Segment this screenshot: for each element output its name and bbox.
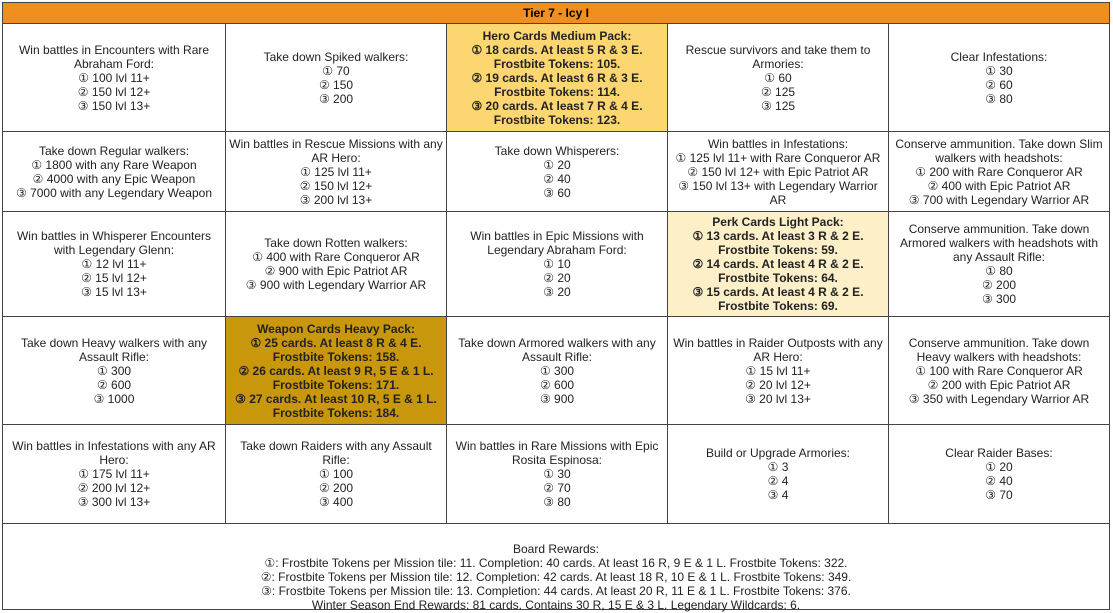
mission-tile xyxy=(3,317,226,425)
tile-line: ② 125 xyxy=(760,84,796,99)
tile-line: ③ 4 xyxy=(767,488,789,502)
tile-line: ③ 200 xyxy=(318,91,354,106)
tile-line: ③ 150 lvl 13+ xyxy=(77,98,151,113)
board-rewards-heading: Board Rewards: xyxy=(512,542,600,556)
tile-heading: Win battles in Epic Missions with xyxy=(470,229,644,243)
board-reward-line: Winter Season End Rewards: 81 cards. Contains 30 R, 15 E & 3 L. Legendary Wildcards: 6. xyxy=(311,598,801,612)
tile-line: ② 40 xyxy=(543,171,571,186)
tile-line: Assault Rifle: xyxy=(521,349,593,364)
tile-line: ① 200 with Rare Conqueror AR xyxy=(915,164,1083,179)
mission-tile xyxy=(226,24,447,132)
tile-line: ③ 200 lvl 13+ xyxy=(299,192,373,207)
tile-heading: Win battles in Rescue Missions with any xyxy=(229,136,443,151)
tile-line: ② 400 with Epic Patriot AR xyxy=(927,178,1071,193)
tile-line: ① 20 xyxy=(985,460,1013,474)
tile-line: ① 300 xyxy=(96,363,132,378)
tile-line: ② 4000 with any Epic Weapon xyxy=(32,171,196,186)
tile-heading: Perk Cards Light Pack: xyxy=(712,215,844,229)
mission-tile xyxy=(226,212,447,317)
tile-line: ③ 900 with Legendary Warrior AR xyxy=(245,278,427,292)
tile-line: Hero: xyxy=(99,453,129,467)
tile-heading: Rescue survivors and take them to xyxy=(685,42,871,57)
tile-line: ③ 20 lvl 13+ xyxy=(745,391,811,406)
tile-heading: Conserve ammunition. Take down xyxy=(908,222,1090,236)
tile-line: ① 100 lvl 11+ xyxy=(78,70,150,85)
tile-line: Rosita Espinosa: xyxy=(511,453,603,467)
tile-line: ③ 300 lvl 13+ xyxy=(77,495,151,509)
reward-pack-tile xyxy=(447,24,668,132)
tile-line: ① 100 xyxy=(318,467,354,481)
tile-line: ② 150 lvl 12+ xyxy=(299,178,373,193)
tile-line: ② 600 xyxy=(539,377,575,392)
tile-line: ① 13 cards. At least 3 R & 2 E. xyxy=(692,229,864,243)
board-rewards xyxy=(3,542,1109,612)
tile-line: with Legendary Glenn: xyxy=(53,243,175,257)
tile-line: ② 14 cards. At least 4 R & 2 E. xyxy=(692,257,864,271)
tile-line: ② 26 cards. At least 9 R, 5 E & 1 L. xyxy=(238,363,434,378)
tile-heading: Take down Rotten walkers: xyxy=(264,236,408,250)
tile-line: ① 60 xyxy=(764,70,792,85)
board-reward-line: ②: Frostbite Tokens per Mission tile: 12. Completion: 42 cards. At least 18 R, 10 E & 1 L. Frostbite Tokens: 349. xyxy=(260,570,852,584)
tile-line: ③ 7000 with any Legendary Weapon xyxy=(15,185,212,200)
tile-line: Frostbite Tokens: 158. xyxy=(272,349,400,364)
tile-line: Frostbite Tokens: 184. xyxy=(272,405,400,420)
tile-heading: Win battles in Infestations with any AR xyxy=(12,439,216,453)
mission-tile xyxy=(447,425,668,524)
tile-line: Frostbite Tokens: 171. xyxy=(272,377,400,392)
mission-tile xyxy=(668,317,889,425)
tile-heading: Win battles in Whisperer Encounters xyxy=(16,229,212,243)
tile-line: ② 200 xyxy=(981,278,1017,292)
board-reward-line: ③: Frostbite Tokens per Mission tile: 13. Completion: 44 cards. At least 20 R, 11 E & 1 L. Frostbite Tokens: 376. xyxy=(261,584,851,598)
tile-line: AR Hero: xyxy=(753,349,803,364)
tile-line: ② 15 lvl 12+ xyxy=(81,271,147,285)
tile-line: ② 900 with Epic Patriot AR xyxy=(264,264,408,278)
tile-line: ③ 300 xyxy=(981,292,1017,306)
tile-heading: Conserve ammunition. Take down xyxy=(908,335,1090,350)
mission-tile xyxy=(889,212,1109,317)
tile-line: ① 125 lvl 11+ xyxy=(300,164,372,179)
tile-heading: Take down Regular walkers: xyxy=(38,143,190,158)
mission-tile xyxy=(3,132,226,212)
mission-tile xyxy=(668,132,889,212)
tile-heading: Clear Raider Bases: xyxy=(945,446,1053,460)
tile-line: ③ 900 xyxy=(539,391,575,406)
tile-line: ② 60 xyxy=(985,77,1013,92)
tile-line: ① 125 lvl 11+ with Rare Conqueror AR xyxy=(675,150,881,165)
tile-line: ① 12 lvl 11+ xyxy=(81,257,147,271)
tile-line: Frostbite Tokens: 69. xyxy=(718,299,838,313)
tile-line: ② 150 lvl 12+ with Epic Patriot AR xyxy=(687,164,869,179)
tier-title: Tier 7 - Icy I xyxy=(3,3,1109,24)
tile-heading: Build or Upgrade Armories: xyxy=(705,446,851,460)
tile-line: ① 100 with Rare Conqueror AR xyxy=(915,363,1083,378)
tile-line: ① 20 xyxy=(543,157,571,172)
tile-line: ① 30 xyxy=(985,63,1013,78)
mission-grid xyxy=(3,24,1109,524)
mission-tile xyxy=(668,24,889,132)
tile-line: Frostbite Tokens: 114. xyxy=(494,84,620,99)
tile-line: ③ 1000 xyxy=(93,391,135,406)
tile-line: Frostbite Tokens: 105. xyxy=(493,56,621,71)
tile-line: ① 400 with Rare Conqueror AR xyxy=(252,250,420,264)
tile-line: ① 175 lvl 11+ xyxy=(78,467,150,481)
tile-line: ① 15 lvl 11+ xyxy=(745,363,811,378)
tile-line: Heavy walkers with headshots: xyxy=(916,349,1082,364)
tile-line: Frostbite Tokens: 123. xyxy=(493,112,621,127)
mission-tile xyxy=(889,317,1109,425)
tile-line: ③ 60 xyxy=(543,185,571,200)
tile-line: ① 80 xyxy=(985,264,1013,278)
tile-line: walkers with headshots: xyxy=(935,150,1063,165)
tile-line: ① 30 xyxy=(543,467,571,481)
tier-board xyxy=(2,2,1110,610)
board-reward-line: ①: Frostbite Tokens per Mission tile: 11. Completion: 40 cards. At least 16 R, 9 E & 1 L. Frostbite Tokens: 322. xyxy=(264,556,848,570)
mission-tile xyxy=(3,212,226,317)
tile-line: ② 150 xyxy=(318,77,354,92)
tile-line: ③ 125 xyxy=(760,98,796,113)
mission-tile xyxy=(226,132,447,212)
tile-line: ① 25 cards. At least 8 R & 4 E. xyxy=(250,335,422,350)
tile-line: Assault Rifle: xyxy=(78,349,150,364)
tile-line: ① 70 xyxy=(322,63,350,78)
tile-line: ③ 150 lvl 13+ with Legendary Warrior xyxy=(678,178,878,193)
tile-line: ② 70 xyxy=(543,481,571,495)
tile-line: ② 20 lvl 12+ xyxy=(745,377,811,392)
tile-line: ② 4 xyxy=(767,474,789,488)
tile-line: ③ 20 xyxy=(543,285,571,299)
tile-line: ② 19 cards. At least 6 R & 3 E. xyxy=(471,70,643,85)
mission-tile xyxy=(447,212,668,317)
mission-tile xyxy=(889,132,1109,212)
tile-heading: Conserve ammunition. Take down Slim xyxy=(895,136,1103,151)
tile-line: ③ 20 cards. At least 7 R & 4 E. xyxy=(471,98,643,113)
tile-heading: Take down Armored walkers with any xyxy=(458,335,656,350)
tile-heading: Clear Infestations: xyxy=(950,49,1048,64)
tile-line: ③ 700 with Legendary Warrior AR xyxy=(908,192,1090,207)
tile-heading: Win battles in Raider Outposts with any xyxy=(673,335,883,350)
tile-heading: Win battles in Rare Missions with Epic xyxy=(455,439,659,453)
mission-tile xyxy=(3,425,226,524)
tile-line: ② 200 with Epic Patriot AR xyxy=(927,377,1071,392)
tile-line: Frostbite Tokens: 64. xyxy=(718,271,838,285)
tile-line: Frostbite Tokens: 59. xyxy=(718,243,838,257)
tile-line: ③ 80 xyxy=(985,91,1013,106)
tile-line: ③ 15 lvl 13+ xyxy=(81,285,147,299)
tile-heading: Win battles in Infestations: xyxy=(707,136,849,151)
tile-heading: Take down Whisperers: xyxy=(494,143,620,158)
mission-tile xyxy=(889,425,1109,524)
tile-line: ② 20 xyxy=(543,271,571,285)
tile-heading: Take down Heavy walkers with any xyxy=(20,335,208,350)
mission-tile xyxy=(889,24,1109,132)
tile-line: Armored walkers with headshots with xyxy=(899,236,1099,250)
tile-heading: Win battles in Encounters with Rare xyxy=(18,42,210,57)
tile-line: ② 600 xyxy=(96,377,132,392)
tile-heading: Weapon Cards Heavy Pack: xyxy=(257,321,415,336)
tile-line: ③ 15 cards. At least 4 R & 2 E. xyxy=(692,285,864,299)
tile-line: Legendary Abraham Ford: xyxy=(487,243,627,257)
tile-heading: Hero Cards Medium Pack: xyxy=(482,28,632,43)
reward-pack-tile xyxy=(226,317,447,425)
mission-tile xyxy=(447,132,668,212)
tile-line: ③ 400 xyxy=(318,495,354,509)
tile-line: ② 150 lvl 12+ xyxy=(77,84,151,99)
tile-line: ① 10 xyxy=(543,257,571,271)
tile-heading: Take down Spiked walkers: xyxy=(263,49,409,64)
tile-line: AR Hero: xyxy=(311,150,361,165)
tile-line: ① 300 xyxy=(539,363,575,378)
tile-line: ③ 80 xyxy=(543,495,571,509)
tile-line: ① 18 cards. At least 5 R & 3 E. xyxy=(471,42,643,57)
tile-line: ① 1800 with any Rare Weapon xyxy=(31,157,197,172)
mission-tile xyxy=(668,425,889,524)
tile-line: ② 40 xyxy=(985,474,1013,488)
tile-line: any Assault Rifle: xyxy=(952,250,1046,264)
tile-line: ① 3 xyxy=(767,460,789,474)
reward-pack-tile xyxy=(668,212,889,317)
tile-line: ③ 27 cards. At least 10 R, 5 E & 1 L. xyxy=(235,391,437,406)
tile-line: AR xyxy=(769,192,787,207)
tile-line: ③ 70 xyxy=(985,488,1013,502)
tile-line: Abraham Ford: xyxy=(73,56,155,71)
tile-line: ② 200 xyxy=(318,481,354,495)
mission-tile xyxy=(226,425,447,524)
mission-tile xyxy=(3,24,226,132)
tile-line: ③ 350 with Legendary Warrior AR xyxy=(908,391,1090,406)
tile-heading: Take down Raiders with any Assault xyxy=(240,439,432,453)
tile-line: ② 200 lvl 12+ xyxy=(77,481,151,495)
tile-line: Armories: xyxy=(752,56,804,71)
tile-line: Rifle: xyxy=(322,453,350,467)
mission-tile xyxy=(447,317,668,425)
